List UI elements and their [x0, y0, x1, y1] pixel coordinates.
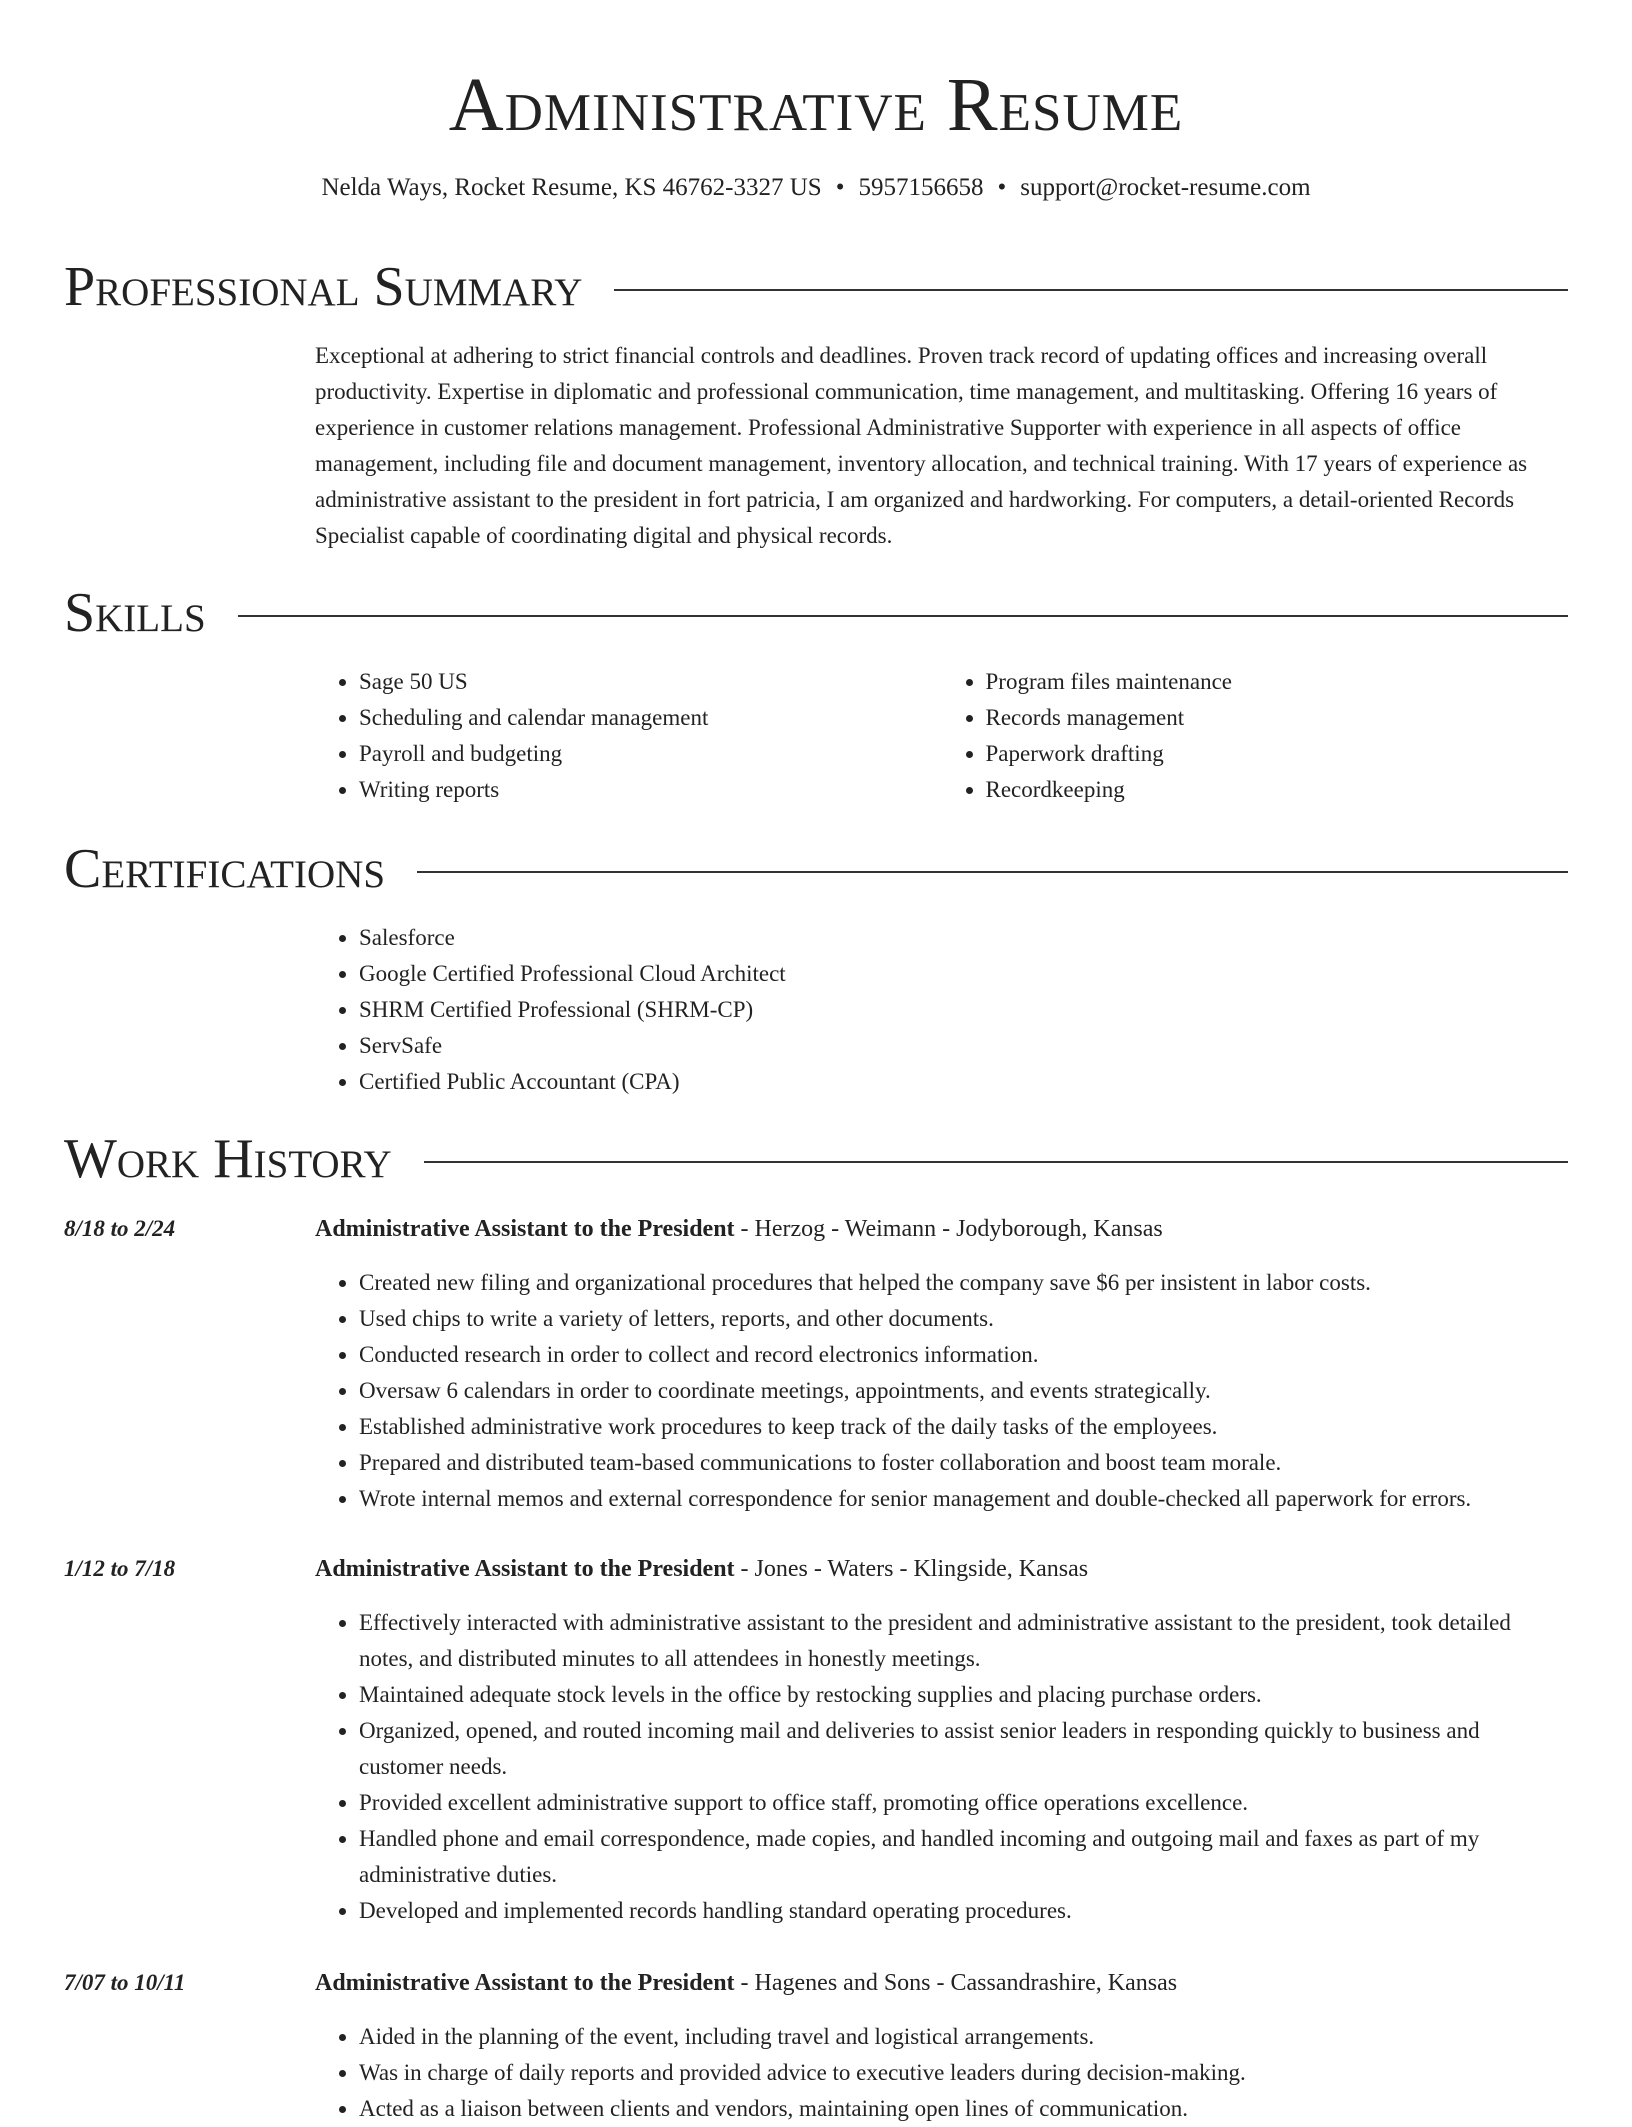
- job-bullet: • Created new filing and organizational procedures that helped the company save $6 per insistent in labor costs.: [359, 1265, 1568, 1301]
- skill-item: • Payroll and budgeting: [359, 736, 942, 772]
- skill-item: • Writing reports: [359, 772, 942, 808]
- contact-address: Nelda Ways, Rocket Resume, KS 46762-3327 US: [321, 174, 822, 201]
- job-bullet: • Handled phone and email correspondence, made copies, and handled incoming and outgoing mail and faxes as part of my administrative duties.: [359, 1821, 1568, 1893]
- skill-item: • Scheduling and calendar management: [359, 700, 942, 736]
- work-history-section-header: [64, 1127, 1568, 1191]
- job-bullet: • Wrote internal memos and external correspondence for senior management and double-checked all paperwork for errors.: [359, 1481, 1568, 1517]
- section-divider: [424, 1161, 1568, 1163]
- certifications-list: [315, 920, 1568, 1100]
- summary-section-header: [64, 255, 1568, 319]
- job-bullet: • Established administrative work procedures to keep track of the daily tasks of the employees.: [359, 1409, 1568, 1445]
- job-title-line: [315, 1965, 1177, 2001]
- skill-item: • Records management: [986, 700, 1569, 736]
- skills-heading: Skills: [64, 582, 206, 644]
- job-bullet: • Conducted research in order to collect and record electronics information.: [359, 1337, 1568, 1373]
- job-bullets: [315, 2019, 1568, 2127]
- section-divider: [614, 289, 1568, 291]
- job-bullet: • Developed and implemented records handling standard operating procedures.: [359, 1893, 1568, 1929]
- job-bullet: • Prepared and distributed team-based communications to foster collaboration and boost team morale.: [359, 1445, 1568, 1481]
- contact-phone: 5957156658: [858, 174, 984, 201]
- certifications-heading: Certifications: [64, 838, 386, 900]
- job-bullet: • Acted as a liaison between clients and vendors, maintaining open lines of communication.: [359, 2091, 1568, 2127]
- contact-line: [64, 172, 1568, 204]
- document-title: Administrative Resume: [448, 63, 1184, 147]
- job-bullet: • Was in charge of daily reports and provided advice to executive leaders during decision-making.: [359, 2055, 1568, 2091]
- job-title-line: [315, 1551, 1088, 1587]
- job-title: Administrative Assistant to the President: [315, 1216, 735, 1242]
- skills-column-right: [942, 664, 1569, 808]
- skills-column-left: [315, 664, 942, 808]
- skills-section-header: [64, 581, 1568, 645]
- certification-item: • Salesforce: [359, 920, 1568, 956]
- certification-item: • ServSafe: [359, 1028, 1568, 1064]
- job-bullet: • Maintained adequate stock levels in the office by restocking supplies and placing purchase orders.: [359, 1677, 1568, 1713]
- skill-item: • Paperwork drafting: [986, 736, 1569, 772]
- skill-item: • Recordkeeping: [986, 772, 1569, 808]
- job-dates: 7/07 to 10/11: [64, 1970, 186, 1995]
- job-dates: 8/18 to 2/24: [64, 1216, 176, 1241]
- job-bullet: • Organized, opened, and routed incoming mail and deliveries to assist senior leaders in responding quickly to business and customer needs.: [359, 1713, 1568, 1785]
- job-bullet: • Oversaw 6 calendars in order to coordinate meetings, appointments, and events strategically.: [359, 1373, 1568, 1409]
- job-employer: - Herzog - Weimann - Jodyborough, Kansas: [734, 1216, 1163, 1242]
- job-employer: - Jones - Waters - Klingside, Kansas: [734, 1556, 1089, 1582]
- summary-text: Exceptional at adhering to strict financial controls and deadlines. Proven track record of updating offices and increasing overall productivity. Expertise in diplomatic and professional communication, time management, and multitasking. Offering 16 years of experience in customer relations management. Professional Administrative Supporter with experience in all aspects of office management, including file and document management, inventory allocation, and technical training. With 17 years of experience as administrative assistant to the president in fort patricia, I am organized and hardworking. For computers, a detail-oriented Records Specialist capable of coordinating digital and physical records.: [315, 343, 1528, 548]
- job-dates: 1/12 to 7/18: [64, 1556, 176, 1581]
- resume-page: [64, 0, 1568, 2121]
- job-bullet: • Provided excellent administrative support to office staff, promoting office operations excellence.: [359, 1785, 1568, 1821]
- skills-list: [315, 664, 1568, 808]
- section-divider: [417, 871, 1568, 873]
- job-bullet: • Used chips to write a variety of letters, reports, and other documents.: [359, 1301, 1568, 1337]
- summary-heading: Professional Summary: [64, 256, 583, 318]
- job-title-line: [315, 1211, 1163, 1247]
- skill-item: • Program files maintenance: [986, 664, 1569, 700]
- job-bullets: [315, 1265, 1568, 1517]
- contact-separator: •: [835, 174, 845, 201]
- certification-item: • SHRM Certified Professional (SHRM-CP): [359, 992, 1568, 1028]
- contact-email[interactable]: support@rocket-resume.com: [1020, 174, 1311, 201]
- job-title: Administrative Assistant to the President: [315, 1970, 735, 1996]
- certifications-section-header: [64, 837, 1568, 901]
- certification-item: • Certified Public Accountant (CPA): [359, 1064, 1568, 1100]
- job-bullet: • Aided in the planning of the event, including travel and logistical arrangements.: [359, 2019, 1568, 2055]
- section-divider: [238, 615, 1568, 617]
- job-bullet: • Effectively interacted with administrative assistant to the president and administrative assistant to the president, took detailed notes, and distributed minutes to all attendees in honestly meetings.: [359, 1605, 1568, 1677]
- certification-item: • Google Certified Professional Cloud Architect: [359, 956, 1568, 992]
- job-employer: - Hagenes and Sons - Cassandrashire, Kansas: [734, 1970, 1178, 1996]
- skill-item: • Sage 50 US: [359, 664, 942, 700]
- contact-separator: •: [997, 174, 1007, 201]
- job-bullets: [315, 1605, 1568, 1929]
- work-history-heading: Work History: [64, 1128, 392, 1190]
- job-title: Administrative Assistant to the President: [315, 1556, 735, 1582]
